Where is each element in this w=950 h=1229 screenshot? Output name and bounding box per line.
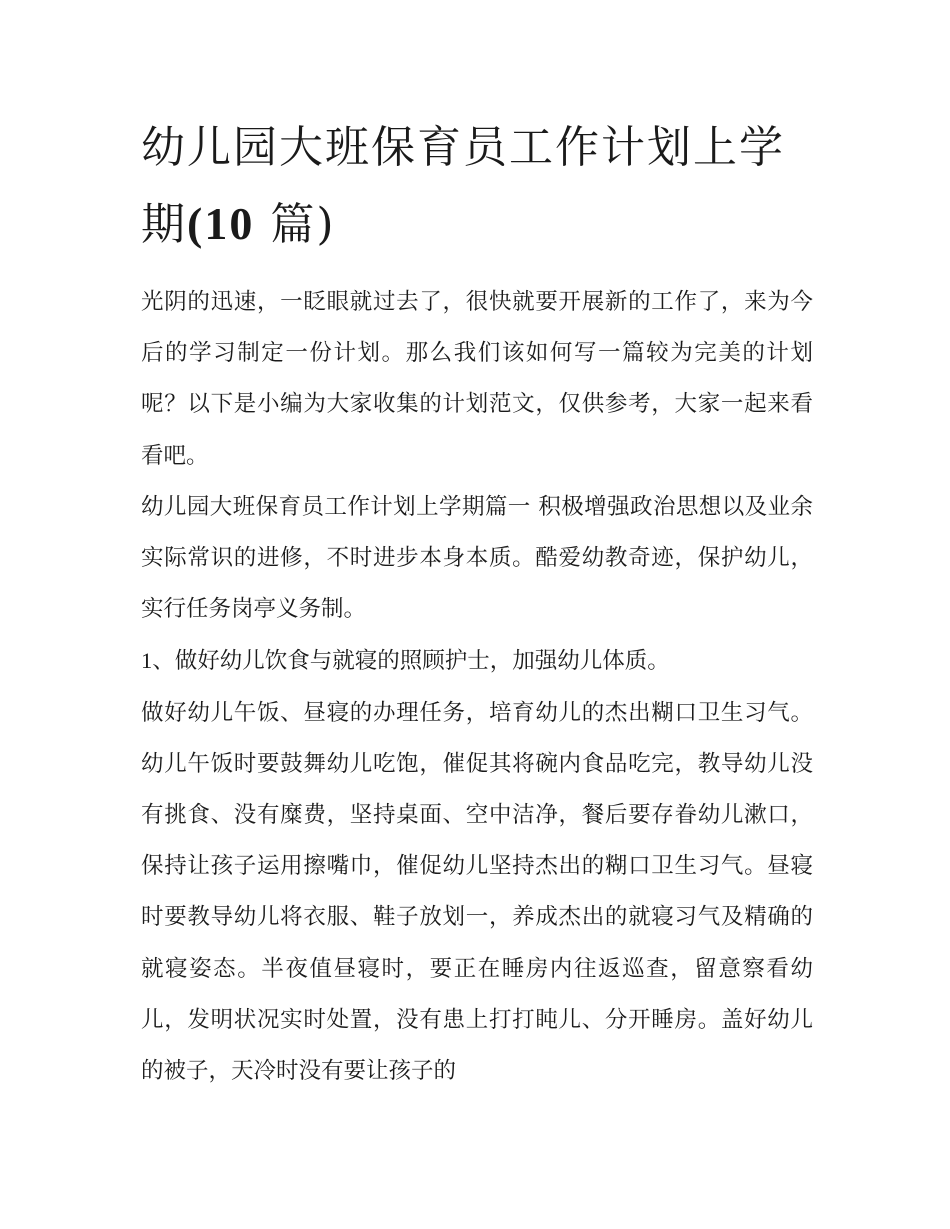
intro-paragraph: 光阴的迅速，一眨眼就过去了，很快就要开展新的工作了，来为今后的学习制定一份计划。那么我们该如何写一篇较为完美的计划呢？以下是小编为大家收集的计划范文，仅供参考，大家一起来看看吧。 (141, 289, 813, 469)
document-page (141, 110, 813, 1097)
title-suffix: 篇) (254, 199, 336, 250)
item-number: 1 (141, 648, 153, 674)
title-text: 幼儿园大班保育员工作计划上学期 (141, 122, 785, 250)
document-title (141, 110, 813, 263)
item-text: 、做好幼儿饮食与就寝的照顾护士，加强幼儿体质。 (152, 648, 670, 675)
body-paragraph: 做好幼儿午饭、昼寝的办理任务，培育幼儿的杰出糊口卫生习气。幼儿午饭时要鼓舞幼儿吃饱，催促其将碗内食品吃完，教导幼儿没有挑食、没有糜费，坚持桌面、空中洁净，餐后要存眷幼儿漱口，保持让孩子运用擦嘴巾，催促幼儿坚持杰出的糊口卫生习气。昼寝时要教导幼儿将衣服、鞋子放划一，养成杰出的就寝习气及精确的就寝姿态。半夜值昼寝时，要正在睡房内往返巡查，留意察看幼儿，发明状况实时处置，没有患上打打盹儿、分开睡房。盖好幼儿的被子，天冷时没有要让孩子的 (141, 699, 813, 1085)
title-count: (10 (187, 198, 255, 249)
numbered-item-1 (141, 635, 813, 687)
section-one-paragraph: 幼儿园大班保育员工作计划上学期篇一 积极增强政治思想以及业余实际常识的进修，不时进步本身本质。酷爱幼教奇迹，保护幼儿，实行任务岗亭义务制。 (141, 493, 813, 623)
